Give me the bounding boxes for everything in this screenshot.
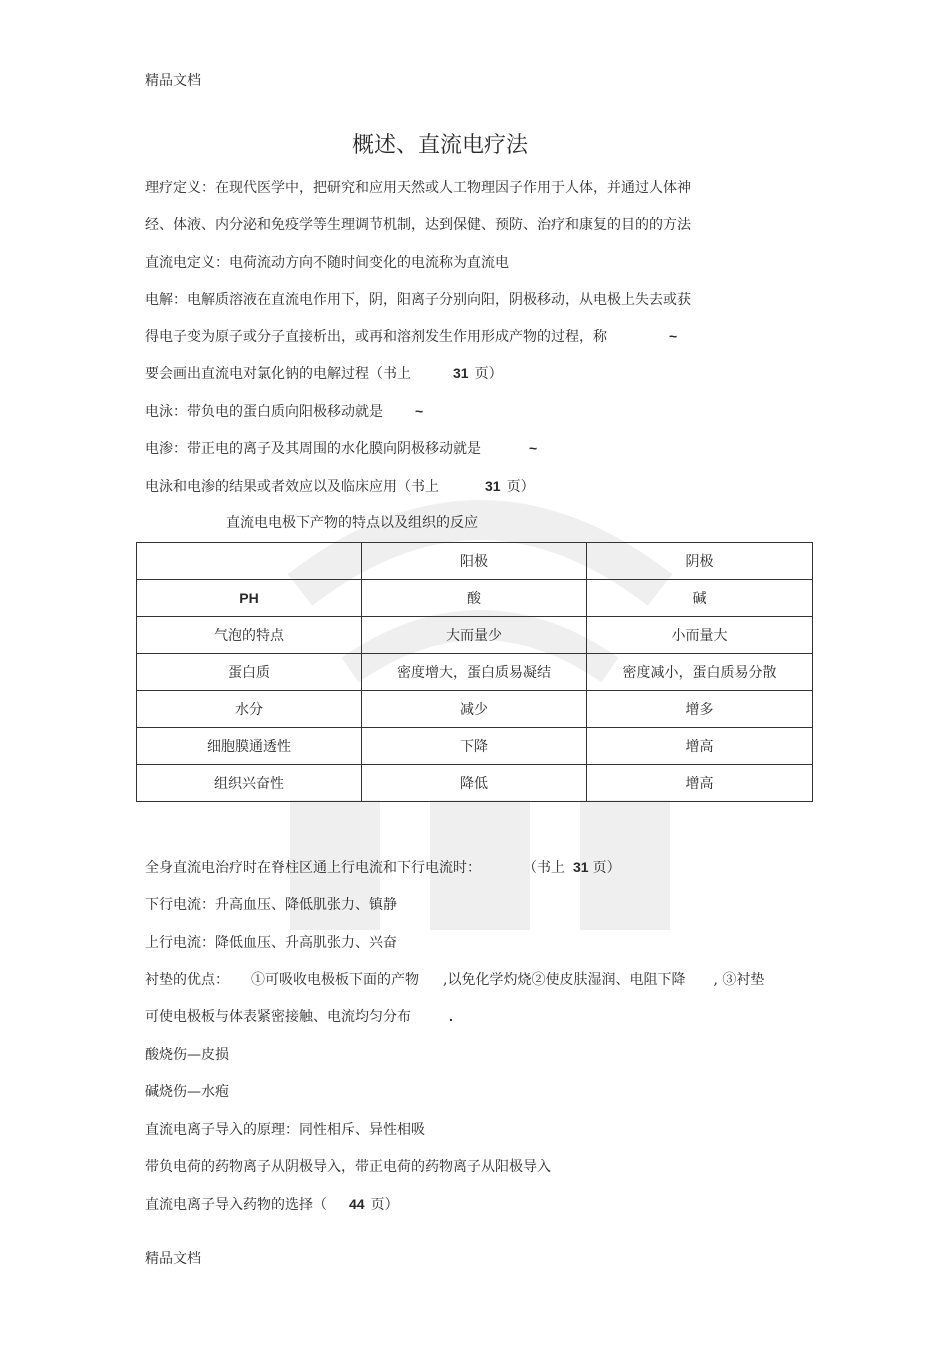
table-cell: 降低 (361, 765, 586, 802)
text-line-4: 电解：电解质溶液在直流电作用下，阴，阳离子分别向阳，阴极移动，从电极上失去或获 (145, 292, 691, 308)
text-line-3: 直流电定义：电荷流动方向不随时间变化的电流称为直流电 (145, 255, 509, 271)
text-line-14 (145, 1006, 453, 1026)
text-line-6-body: 要会画出直流电对氯化钠的电解过程（书上 (145, 366, 411, 382)
text-line-6-page: 31 (453, 365, 469, 381)
text-line-7-mark: ~ (415, 403, 424, 419)
text-line-19-page: 44 (349, 1196, 365, 1212)
table-row-label: PH (137, 580, 362, 617)
text-line-17: 直流电离子导入的原理：同性相斥、异性相吸 (145, 1122, 425, 1138)
table-header-cell (137, 543, 362, 580)
text-line-5 (145, 326, 677, 346)
text-line-13-a: 衬垫的优点： (145, 972, 229, 988)
table-row-label: 蛋白质 (137, 654, 362, 691)
page-title: 概述、直流电疗法 (351, 133, 528, 158)
text-line-9 (145, 476, 535, 496)
table-row (137, 617, 813, 654)
text-line-14-mark: . (449, 1008, 453, 1024)
table-cell: 酸 (361, 580, 586, 617)
table-row-label: 气泡的特点 (137, 617, 362, 654)
table-cell: 大而量少 (361, 617, 586, 654)
text-line-14-body: 可使电极板与体表紧密接触、电流均匀分布 (145, 1009, 411, 1025)
text-line-9-body: 电泳和电渗的结果或者效应以及临床应用（书上 (145, 479, 439, 495)
text-line-1: 理疗定义：在现代医学中，把研究和应用天然或人工物理因子作用于人体，并通过人体神 (145, 180, 691, 196)
text-line-8 (145, 438, 537, 458)
text-line-13-c: ,以免化学灼烧②使皮肤湿润、电阻下降 (443, 972, 686, 988)
table-cell: 增高 (586, 765, 812, 802)
text-line-6 (145, 363, 503, 383)
table-cell: 增多 (586, 691, 812, 728)
text-line-12: 上行电流：降低血压、升高肌张力、兴奋 (145, 935, 397, 951)
table-header-row (137, 543, 813, 580)
electrode-products-table (136, 542, 813, 802)
table-header-cell: 阳极 (361, 543, 586, 580)
text-line-10-ref: （书上 (523, 860, 565, 876)
text-line-10-body: 全身直流电治疗时在脊柱区通上行电流和下行电流时： (145, 860, 481, 876)
table-row-label: 细胞膜通透性 (137, 728, 362, 765)
text-line-5-body: 得电子变为原子或分子直接析出，或再和溶剂发生作用形成产物的过程，称 (145, 329, 607, 345)
page-header-label: 精品文档 (145, 73, 201, 89)
text-line-9-end: 页） (506, 479, 535, 495)
text-line-9-page: 31 (485, 478, 501, 494)
text-line-13-b: ①可吸收电极板下面的产物 (251, 972, 419, 988)
text-line-15: 酸烧伤—皮损 (145, 1047, 229, 1063)
text-line-8-mark: ~ (529, 440, 538, 456)
text-line-5-mark: ~ (669, 328, 678, 344)
text-line-19 (145, 1194, 399, 1214)
text-line-13-d: , ③衬垫 (713, 972, 765, 988)
text-line-16: 碱烧伤—水疱 (145, 1084, 229, 1100)
table-row (137, 765, 813, 802)
text-line-7 (145, 401, 423, 421)
text-line-10-page: 31 (573, 859, 589, 875)
table-row (137, 691, 813, 728)
text-line-19-end: 页） (370, 1197, 399, 1213)
text-line-8-body: 电渗：带正电的离子及其周围的水化膜向阴极移动就是 (145, 441, 481, 457)
table-cell: 密度增大，蛋白质易凝结 (361, 654, 586, 691)
table-cell: 下降 (361, 728, 586, 765)
table-row (137, 580, 813, 617)
text-line-18: 带负电荷的药物离子从阴极导入，带正电荷的药物离子从阳极导入 (145, 1159, 551, 1175)
text-line-10-end: 页） (592, 860, 621, 876)
table-cell: 密度减小，蛋白质易分散 (586, 654, 812, 691)
text-line-7-body: 电泳：带负电的蛋白质向阳极移动就是 (145, 404, 383, 420)
table-header-cell: 阴极 (586, 543, 812, 580)
table-cell: 增高 (586, 728, 812, 765)
table-cell: 减少 (361, 691, 586, 728)
text-line-6-end: 页） (474, 366, 503, 382)
text-line-19-body: 直流电离子导入药物的选择（ (145, 1197, 327, 1213)
table-row (137, 728, 813, 765)
table-row-label: 组织兴奋性 (137, 765, 362, 802)
table-caption: 直流电电极下产物的特点以及组织的反应 (226, 515, 478, 531)
table-row (137, 654, 813, 691)
text-line-13 (145, 969, 764, 989)
table-cell: 小而量大 (586, 617, 812, 654)
page-footer-label: 精品文档 (145, 1251, 201, 1267)
text-line-10 (145, 857, 621, 877)
table-row-label: 水分 (137, 691, 362, 728)
table-cell: 碱 (586, 580, 812, 617)
text-line-2: 经、体液、内分泌和免疫学等生理调节机制，达到保健、预防、治疗和康复的目的的方法 (145, 217, 691, 233)
text-line-11: 下行电流：升高血压、降低肌张力、镇静 (145, 897, 397, 913)
